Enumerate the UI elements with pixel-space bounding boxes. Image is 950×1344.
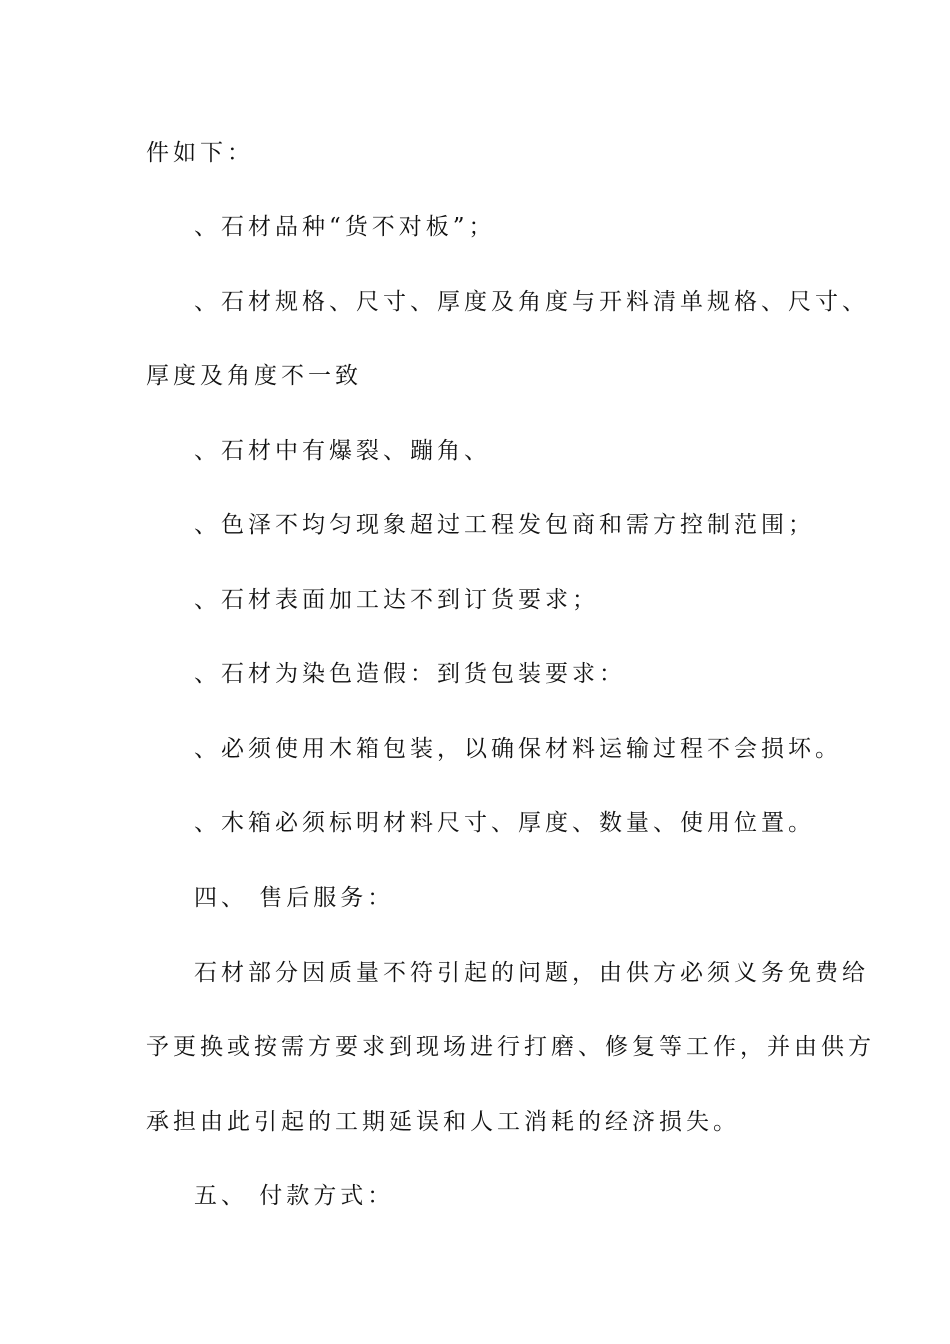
section-heading: 五、 付款方式：	[194, 1183, 395, 1209]
text-line: 、必须使用木箱包装，以确保材料运输过程不会损坏。	[194, 736, 842, 762]
text-line: 、木箱必须标明材料尺寸、厚度、数量、使用位置。	[194, 810, 815, 836]
text-line: 予更换或按需方要求到现场进行打磨、修复等工作，并由供方	[146, 1034, 875, 1060]
text-line: 件如下：	[146, 140, 254, 166]
text-line: 承担由此引起的工期延误和人工消耗的经济损失。	[146, 1109, 740, 1135]
text-line: 、石材为染色造假：到货包装要求：	[194, 661, 626, 687]
text-line: 、石材品种“货不对板”；	[194, 214, 496, 240]
text-line: 石材部分因质量不符引起的问题，由供方必须义务免费给	[194, 960, 869, 986]
text-line: 、石材中有爆裂、蹦角、	[194, 438, 491, 464]
text-line: 、石材表面加工达不到订货要求；	[194, 587, 599, 613]
text-line: 、色泽不均匀现象超过工程发包商和需方控制范围；	[194, 512, 815, 538]
section-heading: 四、 售后服务：	[194, 885, 395, 911]
text-line: 厚度及角度不一致	[146, 363, 362, 389]
text-line: 、石材规格、尺寸、厚度及角度与开料清单规格、尺寸、	[194, 289, 869, 315]
